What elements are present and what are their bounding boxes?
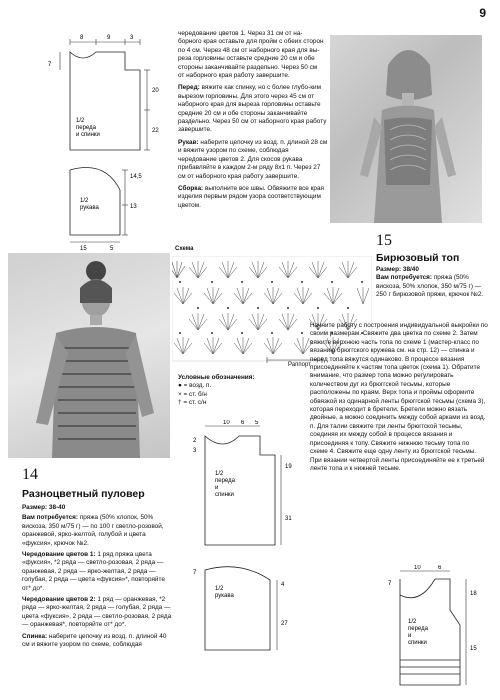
legend-symbol: † — [178, 399, 182, 407]
project15-text — [376, 266, 488, 300]
pattern-top15 — [380, 565, 490, 690]
project14-back: Спинка: наберите цепочку из возд. п. длиной 40 см и вяжите узором по схеме, соблюдая — [22, 632, 167, 649]
rapport-label: Раппорт — [288, 362, 311, 368]
legend-item — [178, 399, 318, 407]
assembly-para-bold: Сборка: — [178, 184, 204, 192]
legend-title: Условные обозначения: — [178, 374, 255, 381]
legend-text: = ст. б/н — [183, 390, 207, 398]
text-line: по 4 см. Через 48 см от наборного края для вы- — [178, 46, 320, 54]
text-line: от наборного края работу завершите. — [178, 72, 290, 80]
mid-dim-top-2: 6 — [241, 420, 245, 426]
p15-label-line2: переда — [408, 626, 428, 632]
mid-sleeve-dim-right-2: 27 — [281, 621, 288, 627]
legend — [178, 374, 318, 408]
sleeve-label-line2: рукава — [80, 205, 99, 211]
photo-model-multicolor-pullover — [8, 253, 170, 458]
project15-body: Начните работу с построения индивидуальной выкройки по своим размерам. Свяжите два цветка по схеме 2. Затем вяжите верхнюю часть топа по схеме 1 (мастер-класс по вязанию брюггского кружева см. на стр. 12) — спинка и перед топа вяжутся одинаково. В процессе вязания присоединяйте к частям топа цветок (схема 1). Обратите внимание, что размер топа можно регулировать количеством дуг из брюггской тесьмы, которые расположены по краям. Верх топа и проймы оформите обвязкой из одинарной ленты брюггской тесьмы (схема 3), которая переходит в бретели. Бретели можно вязать двойные, а можно соединить между собой арками из возд. п. Для талии свяжите три ленты брюггской тесьмы, соединяя их между собой в процессе вязания и присоединяя к топу. Свяжите нижнюю тесьму топа по схеме 4. Свяжите еще одну ленту из брюггской тесьмы. При вязании четвертой ленты присоединяйте ее к третьей ленте топа и к нижней тесьме. — [310, 322, 488, 472]
mid-dim-right-2: 31 — [285, 516, 292, 522]
project15-title: Бирюзовый топ — [376, 252, 460, 264]
project14-title: Разноцветный пуловер — [22, 488, 145, 500]
p15-label-line3: и — [408, 633, 412, 639]
pattern-label-line2: переда — [76, 125, 96, 131]
mid-label-line4: спинки — [215, 492, 234, 498]
page-number: 9 — [479, 6, 486, 20]
pattern-sleeve-mid — [185, 560, 305, 660]
p15-dim-top-1: 10 — [414, 565, 421, 571]
assembly-para-text: выполните все швы. Обвяжите все края изделия первым рядом узора соответствующим цветом. — [178, 184, 324, 209]
mid-dim-left-1: 2 — [193, 438, 197, 444]
sleeve-dim-right-1: 14,5 — [130, 174, 142, 180]
sleeve-dim-right-2: 13 — [130, 204, 137, 210]
project14-colors2: Чередование цветов 2: 1 ряд — оранжевая, *2 ряда — ярко-желтая, 2 ряда — голубая, 2 ряда — цвета «фуксия», 2 ряда — светло-розовая, 2 ряда — оранжевая*, повторяйте от* до*. — [22, 596, 172, 629]
project15-size: Размер: 38/40 — [376, 266, 419, 273]
text-line: стороны заканчивайте раздельно. Через 50 см — [178, 63, 318, 71]
dim-top-2: 9 — [107, 35, 111, 41]
project15-number: 15 — [376, 232, 392, 249]
photo-model-turquoise-top — [330, 35, 482, 223]
pattern-front-back-top — [40, 30, 170, 160]
legend-symbol: × — [178, 390, 182, 398]
p15-label-line4: спинки — [408, 640, 427, 646]
mid-sleeve-label-line1: 1/2 — [215, 586, 224, 592]
pattern-front-back-mid — [185, 420, 305, 550]
text-line: чередование цветов 1. Через 31 см от на- — [178, 30, 303, 37]
mid-label-line3: и — [215, 485, 219, 491]
mid-label-line2: переда — [215, 478, 235, 484]
dim-right-2: 22 — [152, 128, 159, 134]
pattern-sleeve-top — [60, 160, 170, 255]
text-line: реза горловины оставьте средние 20 см и обе — [178, 55, 315, 63]
sleeve-para-bold: Рукав: — [178, 138, 199, 146]
mid-dim-top-3: 5 — [255, 420, 259, 426]
legend-text: = ст. с/н — [183, 399, 207, 407]
legend-text: = возд. п. — [183, 382, 212, 390]
mid-dim-top-1: 10 — [223, 420, 230, 426]
model-silhouette — [8, 253, 170, 458]
sleeve-label-line1: 1/2 — [80, 198, 89, 204]
front-para-text: вяжите как спинку, но с более глубо-ким вырезом горловины. Для этого через 45 см от наборного края для выреза горловины оставьте средние 20 см и обе стороны заканчивайте раздельно. Через 50 см от наборного края работу завершите. — [178, 84, 327, 134]
sleeve-para — [178, 139, 328, 181]
front-para — [178, 84, 328, 134]
p15-dim-left: 7 — [388, 581, 392, 587]
mid-sleeve-dim-right-1: 4 — [281, 582, 285, 588]
dim-right-1: 20 — [152, 88, 159, 94]
legend-item — [178, 391, 318, 399]
project14-size: Размер: 38-40 — [22, 504, 66, 511]
mid-sleeve-label-line2: рукава — [215, 593, 234, 599]
assembly-para — [178, 185, 328, 210]
mid-dim-left-2: 3 — [193, 448, 197, 454]
sleeve-para-text: наберите цепочку из возд. п. длиной 28 см и вяжите узором по схеме, соблюдая чередование цветов 2. Для скосов рукава прибавляйте в каждом 2-м ряду 8х1 п. Через 27 см от наборного края работу завершите. — [178, 138, 328, 180]
model-silhouette — [330, 35, 482, 223]
sleeve-dim-bottom-1: 15 — [80, 246, 87, 252]
legend-symbol: ● — [178, 382, 182, 390]
project15-materials: Вам потребуется: пряжа (50% вискоза, 50% хлопок, 350 м/75 г) — 250 г бирюзовой пряжи, крючок №2. — [376, 274, 484, 299]
p15-dim-right-2: 15 — [470, 646, 477, 652]
pattern-label-line3: и спинки — [76, 132, 100, 138]
project14-colors1: Чередование цветов 1: 1 ряд пряжа цвета «фуксия», *2 ряда — светло-розовая, 2 ряда — оранжевая, 2 ряда — ярко-желтая, 2 ряда — голубая, 2 ряда — цвета «фуксия»*, повторяйте от* до*. — [22, 551, 165, 592]
front-para-bold: Перед: — [178, 84, 200, 92]
project14-number: 14 — [22, 466, 38, 483]
col-text-top — [178, 30, 328, 210]
p15-dim-top-2: 6 — [438, 565, 442, 571]
project14-materials: Вам потребуется: пряжа (50% хлопок, 50% вискоза, 350 м/75 г) — по 100 г светло-розовой, оранжевой, ярко-желтой, голубой и цвета «фуксия», крючок №2. — [22, 514, 164, 547]
dim-left: 7 — [48, 62, 52, 68]
p15-label-line1: 1/2 — [408, 619, 417, 625]
mid-dim-right-1: 19 — [285, 464, 292, 470]
pattern-label-line1: 1/2 — [76, 118, 85, 124]
project14-text — [22, 504, 172, 650]
p15-dim-right-1: 18 — [470, 591, 477, 597]
schema-label: Схема — [175, 246, 194, 252]
legend-item — [178, 382, 318, 390]
sleeve-dim-bottom-2: 5 — [110, 246, 114, 252]
dim-top-3: 3 — [130, 35, 134, 41]
text-line: борного края оставьте для пройм с обеих сторон — [178, 38, 324, 46]
mid-label-line1: 1/2 — [215, 471, 224, 477]
dim-top-1: 8 — [80, 35, 84, 41]
mid-sleeve-dim-left: 7 — [193, 570, 197, 576]
